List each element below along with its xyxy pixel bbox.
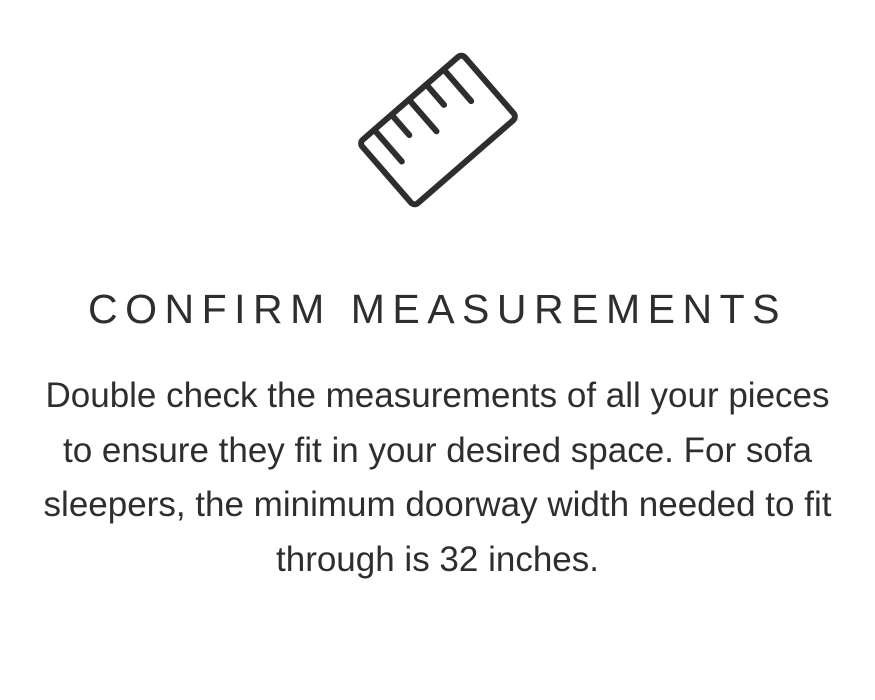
ruler-icon bbox=[308, 30, 568, 230]
description-text: Double check the measurements of all your pieces to ensure they fit in your desired space. For sofa sleepers, the minimum doorway width needed to fit through is 32 inches. bbox=[43, 376, 832, 579]
page-title: CONFIRM MEASUREMENTS bbox=[88, 286, 787, 332]
